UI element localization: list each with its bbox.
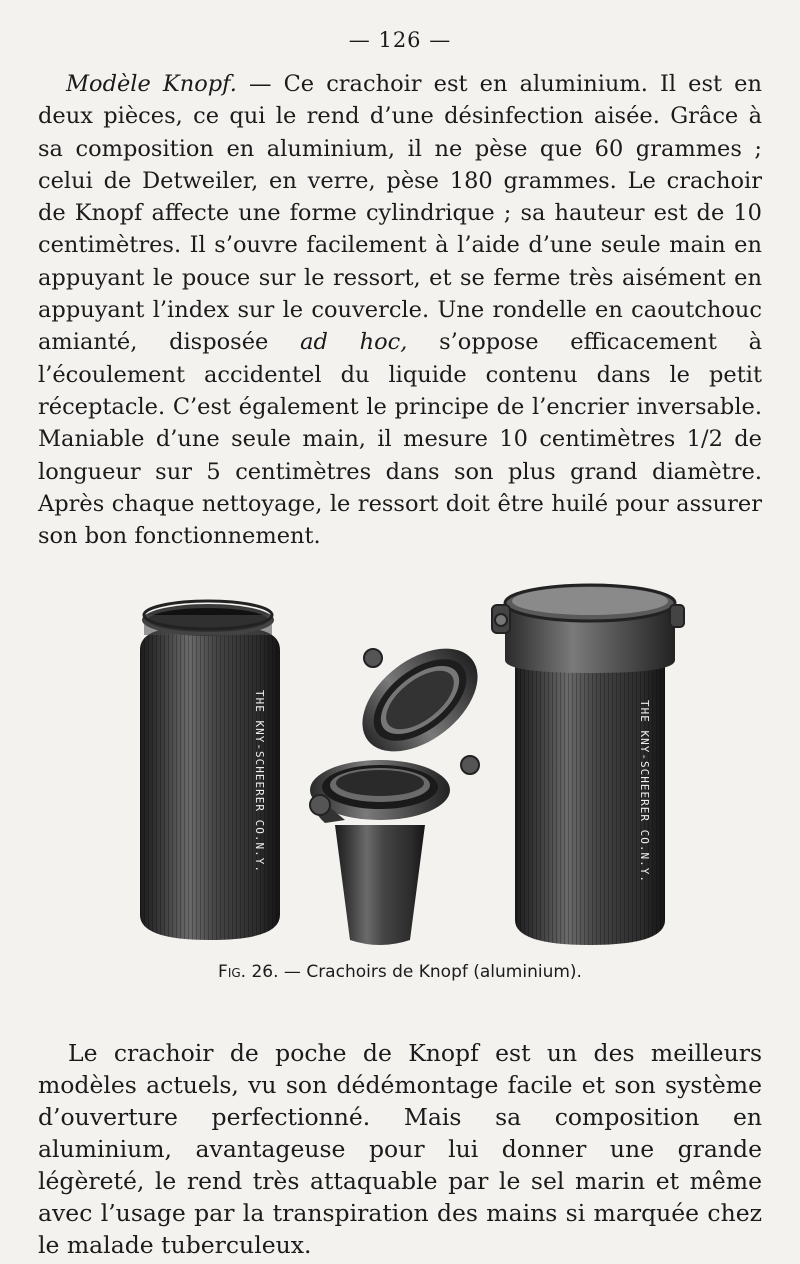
- left-container: [140, 601, 280, 940]
- engraving-text: THE KNY-SCHEERER CO.N.Y.: [638, 700, 651, 883]
- right-container: [492, 585, 684, 945]
- caption-text: — Crachoirs de Knopf (aluminium).: [278, 962, 582, 982]
- spittoon-illustration: [120, 565, 700, 960]
- paragraph-crachoir-de-poche: Le crachoir de poche de Knopf est un des meilleurs modèles actuels, vu son dédémontage facile et son système d’ouverture perfectionné. Mais sa composition en aluminium, avantageuse pour lui donner une grande légèreté, le rend très attaquable par le sel marin et même avec l’usage par la transpiration des mains si marquée chez le malade tuberculeux.: [38, 1039, 762, 1259]
- figure-caption: [0, 962, 800, 982]
- italic-phrase: ad hoc,: [300, 329, 408, 356]
- paragraph-text: s’oppose efficacement à l’écoulement accidentel du liquide contenu dans le petit réceptacle. C’est également le principe de l’encrier inversable. Maniable d’une seule main, il mesure 10 centimètres 1/2 de longueur sur 5 centimètres dans son plus grand diamètre. Après chaque nettoyage, le ressort doit être huilé pour assurer son bon fonctionnement.: [38, 329, 763, 550]
- section-lead: Modèle Knopf.: [66, 71, 237, 97]
- paragraph-text: — Ce crachoir est en aluminium. Il est en deux pièces, ce qui le rend d’une désinfection aisée. Grâce à sa composition en aluminium, il ne pèse que 60 grammes ; celui de Detweiler, en verre, pèse 180 grammes. Le crachoir de Knopf affecte une forme cylindrique ; sa hauteur est de 10 centimètres. Il s’ouvre facilement à l’aide d’une seule main en appuyant le pouce sur le ressort, et se ferme très aisément en appuyant l’index sur le couvercle. Une rondelle en caoutchouc amianté, disposée: [38, 71, 762, 356]
- page-number: — 126 —: [348, 28, 452, 52]
- paragraph-modele-knopf: [38, 68, 762, 552]
- figure-label: Fig. 26.: [218, 962, 279, 982]
- figure-crachoirs-knopf: [120, 565, 700, 960]
- engraving-text: THE KNY-SCHEERER CO.N.Y.: [253, 690, 266, 873]
- middle-insert: [310, 628, 497, 945]
